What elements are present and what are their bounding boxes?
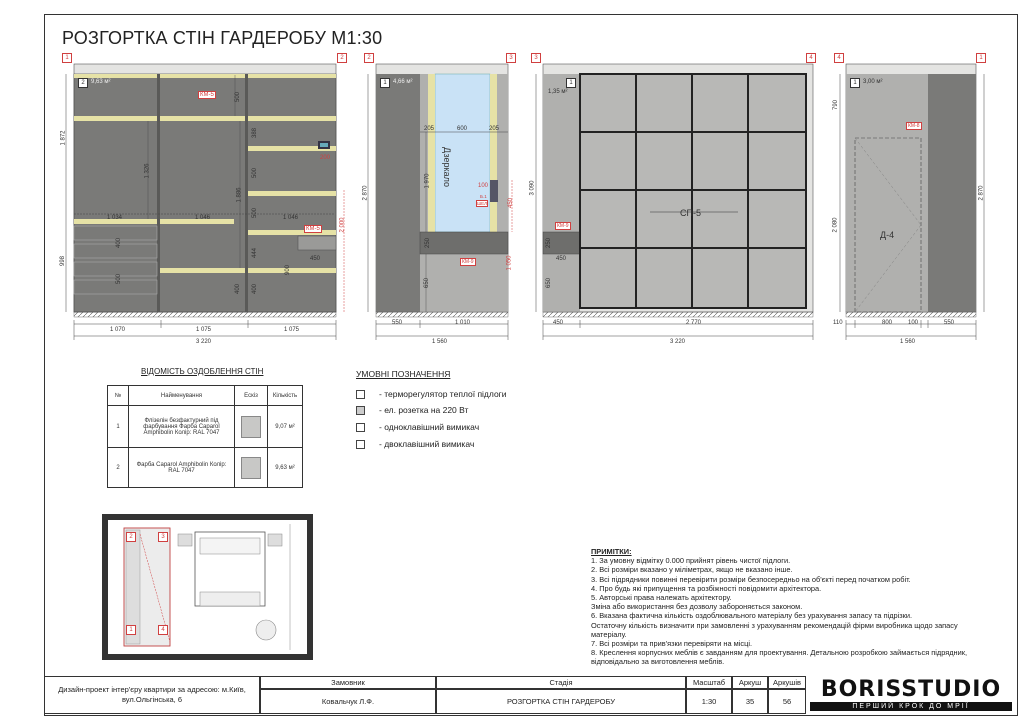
table-cell: 1 — [108, 406, 129, 448]
wall-marker: 2 — [337, 53, 347, 63]
dim-label: 1 070 — [110, 327, 126, 333]
dim-label: 450 — [556, 256, 567, 262]
wall-marker: 2 — [364, 53, 374, 63]
socket-icon — [356, 406, 365, 415]
tag-label: КМ-9 — [557, 223, 569, 229]
dim-label: 500 — [252, 207, 259, 219]
dim-label: 400 — [235, 283, 242, 295]
notes-block — [591, 547, 989, 667]
legend-item: - терморегулятор теплої підлоги — [356, 389, 507, 399]
plan-mark: 4 — [158, 625, 168, 635]
double-switch-icon — [356, 440, 365, 449]
dim-total: 1 560 — [432, 339, 448, 345]
dim-label: 550 — [944, 320, 955, 326]
scale-header: Масштаб — [686, 676, 732, 689]
wall-marker: 1 — [62, 53, 72, 63]
dim-label: 500 — [235, 91, 242, 103]
sketch-cell — [235, 406, 268, 448]
dim-label: 3 090 — [529, 180, 536, 196]
project-name: Дизайн-проект інтер'єру квартири за адресою: м.Київ, вул.Ольгінська, 6 — [44, 676, 260, 714]
dim-label: 100 — [478, 183, 489, 189]
dim-label: 388 — [252, 127, 259, 139]
dim-label: 900 — [285, 264, 292, 276]
stage-value: РОЗГОРТКА СТІН ГАРДЕРОБУ — [436, 689, 686, 714]
door-label: Д-4 — [880, 230, 895, 240]
area-index: 1 — [850, 78, 860, 88]
single-switch-icon — [356, 423, 365, 432]
area-label: 9,63 м² — [91, 79, 111, 85]
table-header: Найменування — [129, 386, 235, 406]
dim-total: 1 560 — [900, 339, 916, 345]
dim-label: 1 970 — [424, 173, 431, 189]
brand-slogan: ПЕРШИЙ КРОК ДО МРІЇ — [810, 702, 1012, 711]
dim-label: 500 — [116, 273, 123, 285]
dim-label: 1 872 — [60, 130, 67, 146]
dim-label: 1 886 — [236, 187, 243, 203]
wall-marker: 4 — [806, 53, 816, 63]
tag-label: КМ-5 — [200, 92, 214, 98]
area-label: 1,35 м² — [548, 89, 568, 95]
dim-label: 400 — [252, 283, 259, 295]
note-item: Остаточну кількість визначити при замовленні з урахуванням рекомендацій фірми виробника щодо запасу матеріалу. — [591, 620, 958, 639]
note-item: 7. Всі розміри та прив'язки перевіряти на місці. — [591, 639, 753, 649]
dim-label: 450 — [508, 197, 515, 209]
brand-name: BORISSTUDIO — [820, 677, 1002, 702]
mirror-label: Дзеркало — [441, 147, 452, 187]
door-label: СП-5 — [680, 208, 701, 218]
sketch-cell — [235, 448, 268, 488]
stage-header: Стадія — [436, 676, 686, 689]
notes-heading: ПРИМІТКИ: — [591, 547, 632, 556]
dim-label: 1 050 — [506, 255, 513, 271]
dim-label: ШЕЛ — [477, 201, 488, 206]
note-item: Зміна або використання без дозволу забороняється законом. — [591, 602, 803, 612]
legend-item: - ел. розетка на 220 Вт — [356, 405, 468, 415]
page-title: РОЗГОРТКА СТІН ГАРДЕРОБУ М1:30 — [62, 28, 383, 48]
dim-label: 2 870 — [362, 185, 369, 201]
note-item: 3. Всі підрядники повинні перевірити розміри безпосередньо на об'єкті перед початком робіт. — [591, 574, 911, 584]
client-value: Ковальчук Л.Ф. — [260, 689, 436, 714]
table-cell: 9,07 м² — [268, 406, 303, 448]
dim-label: 550 — [392, 320, 403, 326]
dim-label: 100 — [908, 320, 919, 326]
dim-label: Б.1 — [480, 194, 487, 199]
plan-mark: 2 — [126, 532, 136, 542]
tag-label: КМ-9 — [462, 259, 474, 265]
dim-label: 1 075 — [284, 327, 300, 333]
dim-label: 790 — [833, 99, 840, 111]
note-item: 6. Вказана фактична кількість оздоблювального матеріалу без урахування запасу та підрізки. — [591, 611, 913, 621]
dim-label: 800 — [882, 320, 893, 326]
wall-marker: 3 — [531, 53, 541, 63]
area-index: 1 — [380, 78, 390, 88]
finishes-table — [107, 385, 303, 488]
client-header: Замовник — [260, 676, 436, 689]
sheets-value: 56 — [768, 689, 806, 714]
note-item: 5. Авторські права належать архітектору. — [591, 593, 732, 603]
dim-label: 998 — [60, 255, 67, 267]
sheet-header: Аркуш — [732, 676, 768, 689]
sheet-value: 35 — [732, 689, 768, 714]
wall-marker: 4 — [834, 53, 844, 63]
dim-label: 600 — [457, 126, 468, 132]
dim-label: 1 046 — [283, 215, 299, 221]
brand-logo — [806, 676, 1016, 714]
dim-label: 1 046 — [195, 215, 211, 221]
thermostat-icon — [356, 390, 365, 399]
dim-label: 444 — [252, 247, 259, 259]
note-item: 1. За умовну відмітку 0.000 прийнят рівень чистої підлоги. — [591, 556, 791, 566]
dim-label: 1 034 — [107, 215, 123, 221]
tag-label: КМ-5 — [306, 226, 320, 232]
dim-label: 110 — [833, 320, 843, 326]
note-item: 4. Про будь які припущення та розбіжності повідомити архітектора. — [591, 583, 822, 593]
dim-label: 205 — [424, 126, 435, 132]
dim-label: 650 — [546, 277, 553, 289]
dim-label: 2 870 — [978, 185, 985, 201]
dim-label: 650 — [424, 277, 431, 289]
table-cell: 2 — [108, 448, 129, 488]
legend-item: - двоклавішний вимикач — [356, 439, 474, 449]
dim-label: 500 — [252, 167, 259, 179]
tag-label: КМ-8 — [908, 123, 920, 129]
area-label: 4,66 м² — [393, 79, 413, 85]
dim-label: 205 — [489, 126, 500, 132]
sheets-header: Аркушів — [768, 676, 806, 689]
elevation-wall-4 — [840, 64, 984, 340]
area-label: 3,00 м² — [863, 79, 883, 85]
dim-label: 450 — [310, 256, 321, 262]
dim-label: 250 — [546, 237, 553, 249]
finishes-heading: ВІДОМІСТЬ ОЗДОБЛЕННЯ СТІН — [141, 367, 264, 376]
elevation-wall-2 — [368, 64, 515, 340]
table-cell: Фарба Caparol Amphibolin Колір: RAL 7047 — [129, 448, 235, 488]
area-index: 2 — [78, 78, 88, 88]
dim-label: 1 010 — [455, 320, 471, 326]
table-header: № — [108, 386, 129, 406]
note-item: 2. Всі розміри вказано у міліметрах, якщо не вказано інше. — [591, 565, 793, 575]
plan-mark: 3 — [158, 532, 168, 542]
dim-label: 200 — [320, 155, 331, 161]
table-cell: Флізелін безфактурний під фарбування Фарба Caparol Amphibolin Колір: RAL 7047 — [129, 406, 235, 448]
note-item: 8. Креслення корпусних меблів є завданням для проектування. Детальною розробкою займається підрядник, відповідально за виготовлення меблів. — [591, 648, 968, 667]
dim-total: 3 220 — [196, 339, 212, 345]
elevation-wall-1 — [66, 64, 344, 340]
table-row — [108, 406, 303, 448]
scale-value: 1:30 — [686, 689, 732, 714]
dim-label: 450 — [553, 320, 564, 326]
dim-label: 400 — [116, 237, 123, 249]
dim-total: 3 220 — [670, 339, 686, 345]
dim-label: 2 770 — [686, 320, 702, 326]
legend-item: - одноклавішний вимикач — [356, 422, 479, 432]
title-block — [44, 676, 1016, 714]
table-header: Кількість — [268, 386, 303, 406]
dim-label: 1 326 — [144, 163, 151, 179]
table-header: Ескіз — [235, 386, 268, 406]
wall-marker: 3 — [506, 53, 516, 63]
dim-label: 250 — [425, 237, 432, 249]
dim-label: 2 000 — [339, 217, 346, 233]
legend-heading: УМОВНІ ПОЗНАЧЕННЯ — [356, 369, 451, 379]
dim-label: 2 080 — [832, 217, 839, 233]
plan-mark: 1 — [126, 625, 136, 635]
dim-label: 1 075 — [196, 327, 212, 333]
elevation-wall-3 — [536, 64, 813, 340]
area-index: 1 — [566, 78, 576, 88]
wall-marker: 1 — [976, 53, 986, 63]
table-cell: 9,63 м² — [268, 448, 303, 488]
table-row — [108, 448, 303, 488]
